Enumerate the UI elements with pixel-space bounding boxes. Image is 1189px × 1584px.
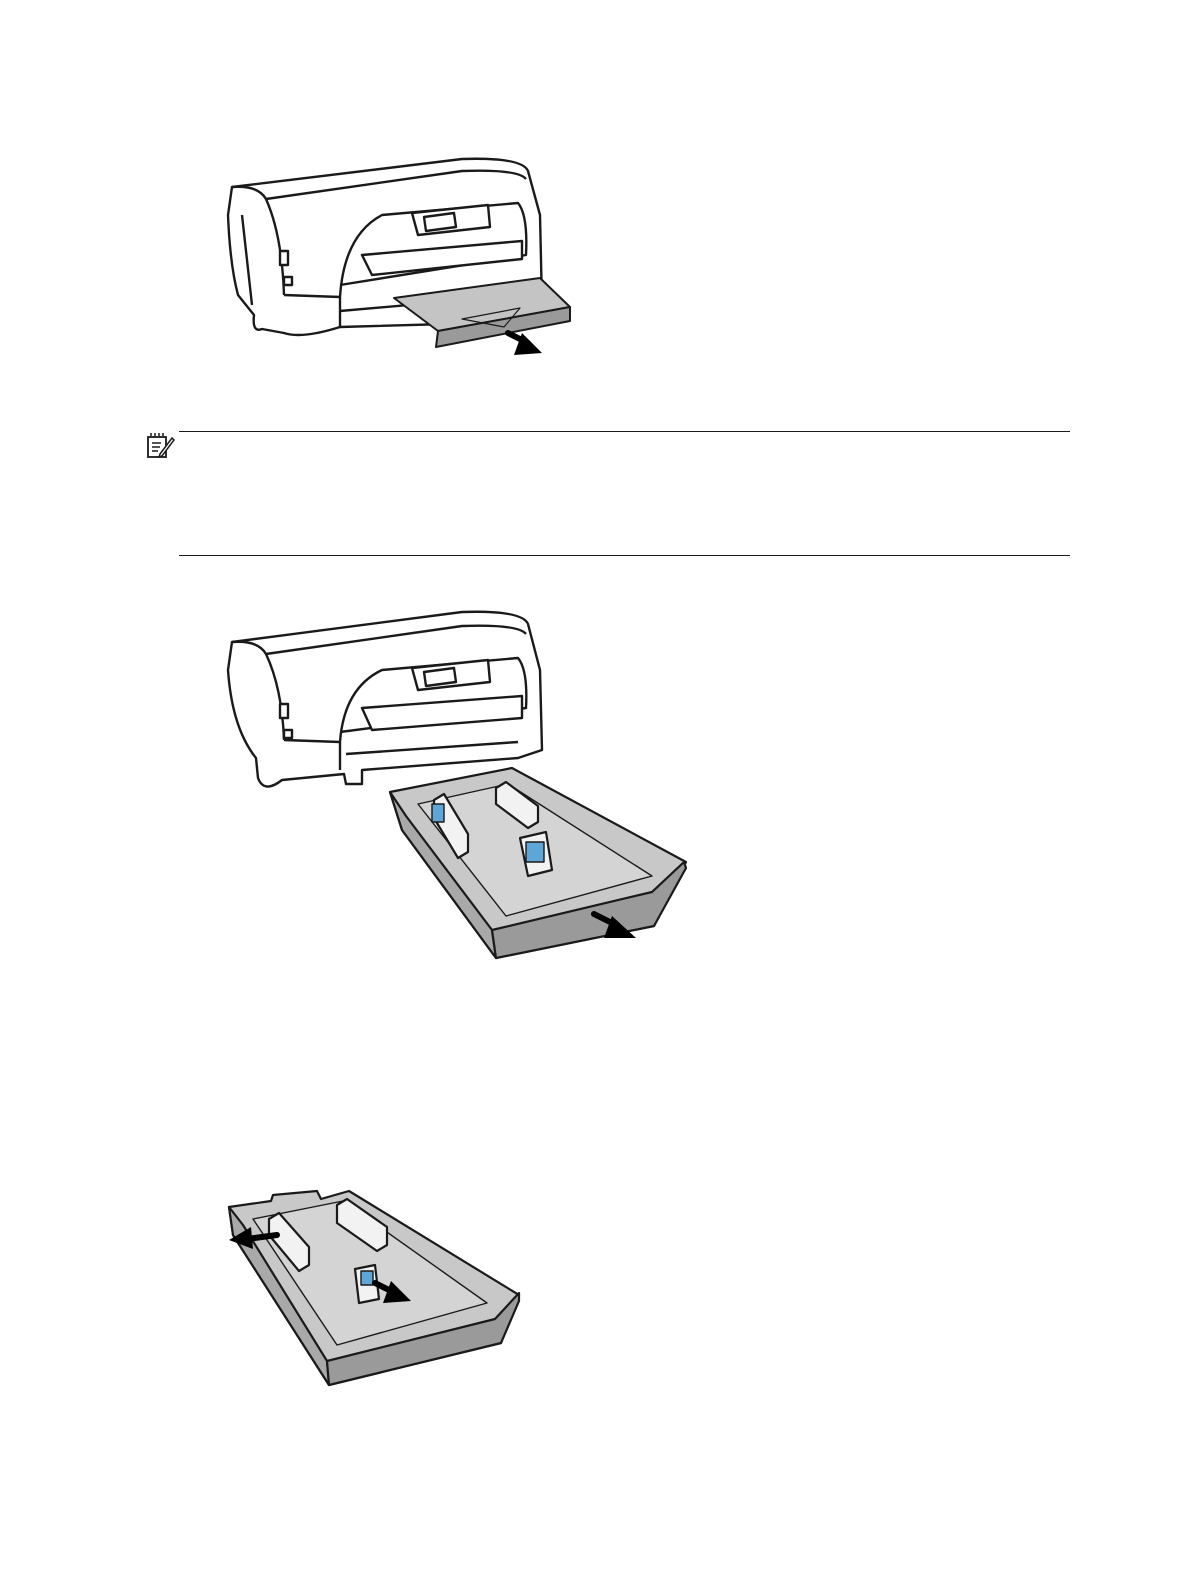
printer-input-tray-illustration — [222, 608, 692, 968]
note-top-rule — [179, 431, 1070, 432]
note-bottom-rule — [179, 555, 1070, 556]
pull-arrow-icon — [508, 333, 542, 355]
figure-paper-guides — [225, 1185, 525, 1390]
figure-input-tray — [222, 608, 692, 968]
paper-tray-guides-illustration — [225, 1185, 525, 1390]
figure-output-tray — [222, 155, 582, 367]
note-icon — [146, 432, 176, 458]
printer-output-tray-illustration — [222, 155, 582, 367]
